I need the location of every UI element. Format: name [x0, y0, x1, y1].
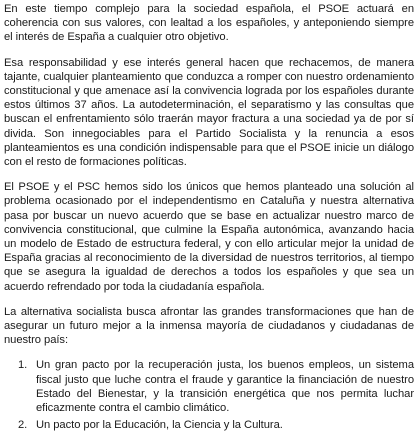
list-item-text: Un pacto por la Educación, la Ciencia y la Cultura.: [36, 419, 283, 432]
proposal-list: [4, 358, 414, 432]
paragraph-psoe-psc: El PSOE y el PSC hemos sido los únicos que hemos planteado una solución al problema ocasionado por el independentismo en Cataluña y nuestra alternativa pasa por buscar un nuevo acuerdo que se base en actualizar nuestro marco de convivencia constitucional, que culmine la España autonómica, avanzando hacia un modelo de Estado de estructura federal, y con ello articular mejor la unidad de España gracias al reconocimiento de la diversidad de nuestros territorios, al tiempo que se asegura la igualdad de derechos a todos los españoles y que sea un acuerdo refrendado por toda la ciudadanía española.: [4, 181, 414, 293]
list-item-text: Un gran pacto por la recuperación justa, los buenos empleos, un sistema fiscal justo que luche contra el fraude y garantice la financiación de nuestro Estado del Bienestar, y la transición energética que nos permita luchar eficazmente contra el cambio climático.: [36, 359, 414, 415]
list-item: [4, 418, 414, 432]
paragraph-alternative: La alternativa socialista busca afrontar las grandes transformaciones que han de asegurar un futuro mejor a la inmensa mayoría de ciudadanos y ciudadanas de nuestro país:: [4, 305, 414, 347]
list-item-number: 1.: [18, 359, 28, 372]
paragraph-responsibility: Esa responsabilidad y ese interés general hacen que rechacemos, de manera tajante, cualquier planteamiento que conduzca a romper con nuestro ordenamiento constitucional y que amenace así la convivencia lograda por los españoles durante estos últimos 37 años. La autodeterminación, el separatismo y las consultas que buscan el enfrentamiento sólo traerán mayor fractura a una sociedad ya de por sí divida. Son innegociables para el Partido Socialista y la renuncia a esos planteamientos es una condición indispensable para que el PSOE inicie un diálogo con el resto de formaciones políticas.: [4, 56, 414, 169]
list-item-number: 2.: [18, 419, 28, 432]
list-item: [4, 358, 414, 415]
document-page: [4, 2, 414, 435]
paragraph-intro: En este tiempo complejo para la sociedad española, el PSOE actuará en coherencia con sus valores, con lealtad a los españoles, y anteponiendo siempre el interés de España a cualquier otro objetivo.: [4, 3, 414, 44]
